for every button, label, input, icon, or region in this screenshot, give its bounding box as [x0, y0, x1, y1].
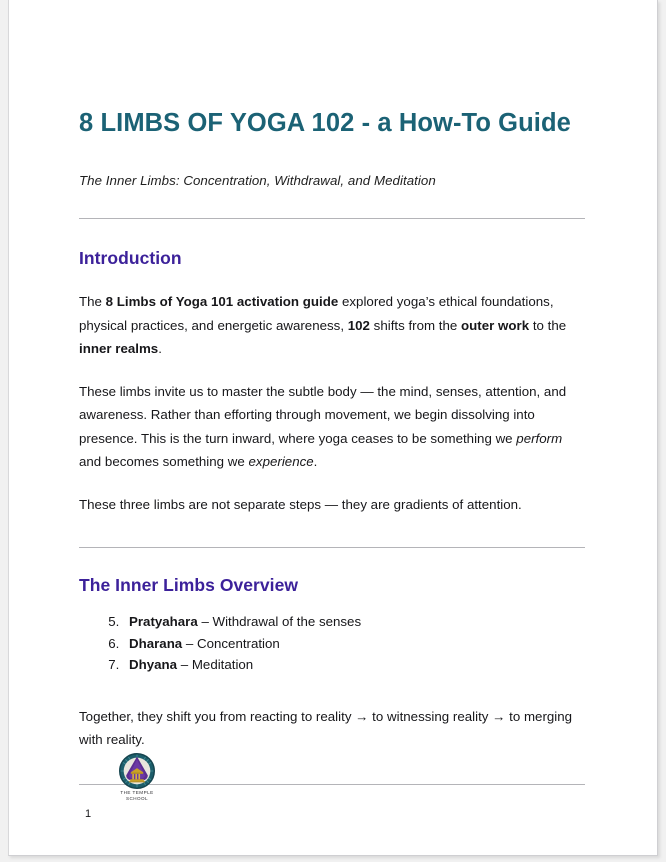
overview-closing-paragraph: Together, they shift you from reacting to reality → to witnessing reality → to merging with reality. [79, 708, 573, 747]
page-content [79, 0, 585, 785]
limb-separator: – [182, 635, 198, 651]
intro-paragraph-3: These three limbs are not separate steps — they are gradients of attention. [79, 496, 522, 512]
page-number: 1 [85, 808, 92, 820]
bold-run: 8 Limbs of Yoga 101 activation guide [105, 294, 339, 309]
intro-paragraph-1 [79, 270, 585, 361]
text-run: and becomes something we [79, 454, 249, 469]
limb-definition: Meditation [191, 657, 254, 672]
text-run: to the [529, 317, 567, 333]
text-run: . [158, 341, 162, 356]
intro-paragraph-2 [79, 361, 585, 474]
logo-wordmark [109, 790, 165, 802]
italic-run: perform [516, 430, 563, 446]
text-run: shifts from the [369, 317, 462, 333]
limb-separator: – [177, 657, 192, 672]
document-subtitle: The Inner Limbs: Concentration, Withdrawal, and Meditation [79, 173, 436, 188]
text-run: explored yoga’s ethical foundations, physical practices, and energetic awareness, [79, 294, 554, 333]
limb-term: Dhyana [129, 657, 178, 672]
logo-wordmark-line-2: SCHOOL [125, 796, 149, 802]
italic-run: experience [248, 454, 314, 469]
limb-definition: Withdrawal of the senses [212, 614, 362, 629]
logo-block [109, 753, 165, 802]
limb-term: Dharana [129, 635, 183, 651]
heading-inner-limbs-overview: The Inner Limbs Overview [79, 575, 299, 595]
temple-school-logo-icon [119, 753, 155, 789]
heading-introduction: Introduction [79, 248, 182, 268]
bold-run: inner realms [79, 341, 159, 356]
limb-separator: – [197, 614, 213, 629]
inner-limbs-list [79, 597, 585, 676]
limb-definition: Concentration [197, 635, 280, 651]
page-title: 8 LIMBS OF YOGA 102 - a How-To Guide [79, 109, 571, 137]
list-item [123, 654, 585, 676]
document-page [8, 0, 658, 856]
text-run: These limbs invite us to master the subtle body — the mind, senses, attention, and awareness. Rather than efforting through movement, we begin dissolving into presence. This is the turn inward, where yoga ceases to be something we [79, 383, 567, 446]
text-run: . [313, 454, 318, 469]
text-run: The [79, 294, 106, 309]
list-item [123, 611, 585, 633]
bold-run: outer work [461, 317, 530, 333]
logo-wordmark-line-1: THE TEMPLE [120, 790, 154, 795]
limb-term: Pratyahara [129, 614, 198, 629]
list-item [123, 633, 585, 655]
bold-run: 102 [347, 317, 370, 333]
